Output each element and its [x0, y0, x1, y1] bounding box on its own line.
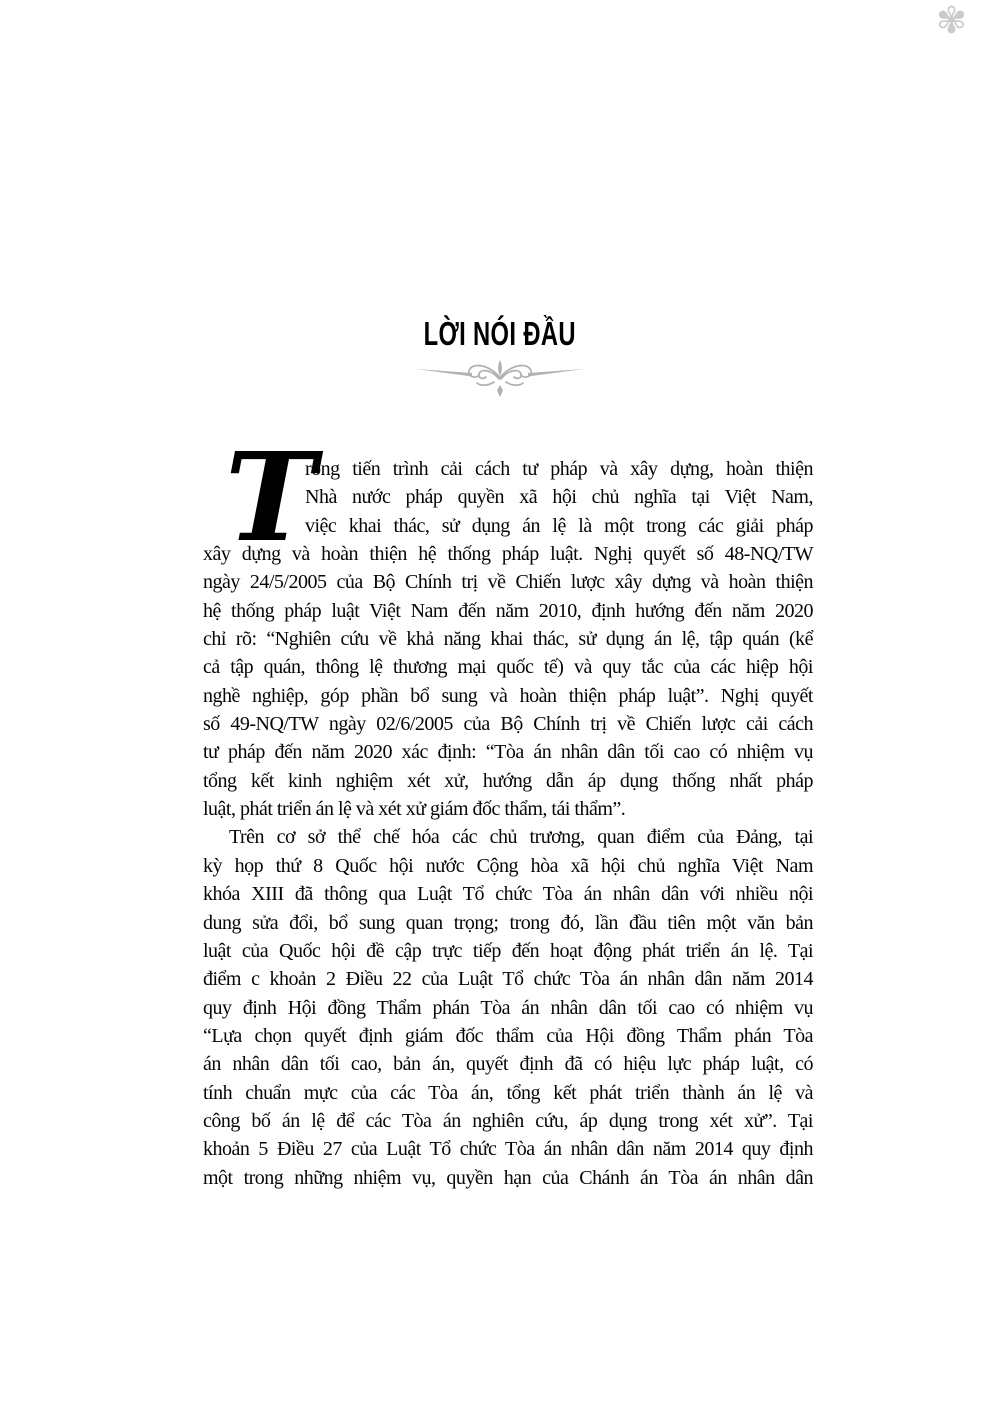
text-line: hệ thống pháp luật Việt Nam đến năm 2010, định hướng đến năm 2020 — [203, 599, 813, 622]
text-line: khóa XIII đã thông qua Luật Tổ chức Tòa án nhân dân với nhiều nội — [203, 883, 813, 906]
text-line: tư pháp đến năm 2020 xác định: “Tòa án nhân dân tối cao có nhiệm vụ — [203, 741, 813, 764]
text-line: kỳ họp thứ 8 Quốc hội nước Cộng hòa xã hội chủ nghĩa Việt Nam — [203, 854, 813, 877]
paragraph-2-lines — [203, 823, 813, 1191]
text-line: luật, phát triển án lệ và xét xử giám đốc thẩm, tái thẩm”. — [203, 798, 626, 821]
divider-ornament-icon — [414, 356, 586, 400]
text-line: công bố án lệ để các Tòa án nghiên cứu, áp dụng trong xét xử”. Tại — [203, 1109, 813, 1132]
divider-row — [0, 356, 1000, 400]
text-line: Trên cơ sở thể chế hóa các chủ trương, quan điểm của Đảng, tại — [229, 826, 813, 849]
text-line: số 49-NQ/TW ngày 02/6/2005 của Bộ Chính trị về Chiến lược cải cách — [203, 713, 813, 736]
text-line: một trong những nhiệm vụ, quyền hạn của Chánh án Tòa án nhân dân — [203, 1166, 813, 1189]
text-line: xây dựng và hoàn thiện hệ thống pháp luật. Nghị quyết số 48-NQ/TW — [203, 543, 813, 566]
text-line: quy định Hội đồng Thẩm phán Tòa án nhân dân tối cao có nhiệm vụ — [203, 996, 813, 1019]
text-line: luật của Quốc hội đề cập trực tiếp đến hoạt động phát triển án lệ. Tại — [203, 939, 813, 962]
text-line: tính chuẩn mực của các Tòa án, tổng kết phát triển thành án lệ và — [203, 1081, 813, 1104]
drop-cap — [203, 425, 316, 569]
paragraph-1 — [203, 425, 813, 823]
text-line: khoản 5 Điều 27 của Luật Tổ chức Tòa án nhân dân năm 2014 quy định — [203, 1138, 813, 1161]
text-line: ngày 24/5/2005 của Bộ Chính trị về Chiến lược xây dựng và hoàn thiện — [203, 571, 813, 594]
text-line: án nhân dân tối cao, bản án, quyết định đã có hiệu lực pháp luật, có — [203, 1053, 813, 1076]
text-line: chỉ rõ: “Nghiên cứu về khả năng khai thác, sử dụng án lệ, tập quán (kể — [203, 628, 813, 651]
text-line: dung sửa đổi, bổ sung quan trọng; trong đó, lần đầu tiên một văn bản — [203, 911, 813, 934]
text-line: rong tiến trình cải cách tư pháp và xây dựng, hoàn thiện — [305, 458, 813, 480]
text-line: việc khai thác, sử dụng án lệ là một trong các giải pháp — [305, 514, 813, 537]
text-line: điểm c khoản 2 Điều 22 của Luật Tổ chức Tòa án nhân dân năm 2014 — [203, 968, 813, 991]
page-title: LỜI NÓI ĐẦU — [423, 315, 577, 352]
drop-cap-letter: T — [225, 425, 316, 569]
text-line: tổng kết kinh nghiệm xét xử, hướng dẫn áp dụng thống nhất pháp — [203, 769, 813, 792]
paragraph-2 — [203, 823, 813, 1191]
text-line: “Lựa chọn quyết định giám đốc thẩm của Hội đồng Thẩm phán Tòa — [203, 1024, 813, 1047]
body-text — [203, 425, 813, 1192]
text-line: cả tập quán, thông lệ thương mại quốc tế) và quy tắc của các hiệp hội — [203, 656, 813, 679]
text-line: Nhà nước pháp quyền xã hội chủ nghĩa tại Việt Nam, — [305, 486, 813, 509]
corner-flower-icon: ✾ — [936, 0, 968, 42]
title-row — [0, 317, 1000, 350]
text-line: nghề nghiệp, góp phần bổ sung và hoàn thiện pháp luật”. Nghị quyết — [203, 684, 813, 707]
